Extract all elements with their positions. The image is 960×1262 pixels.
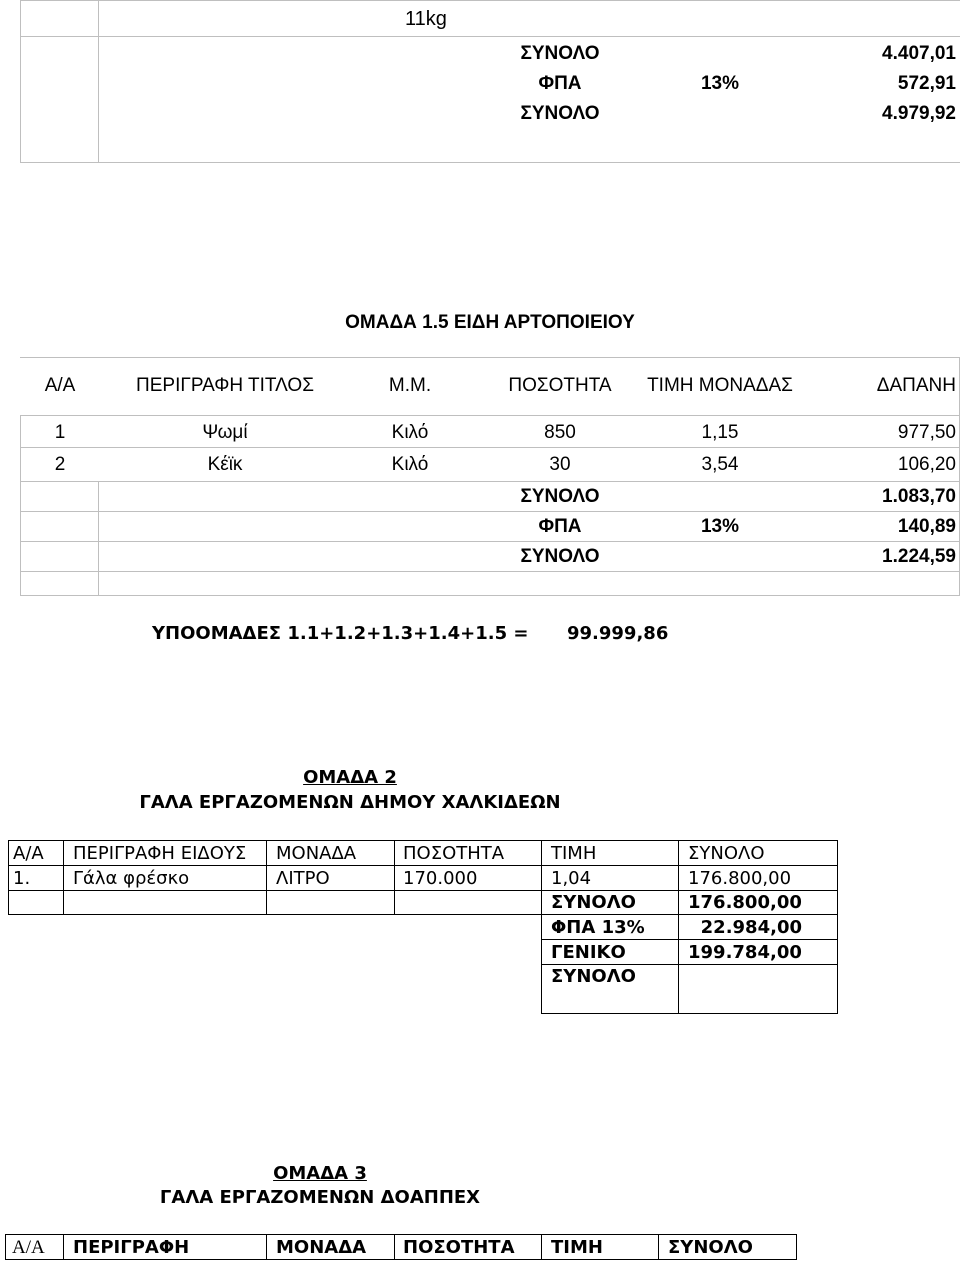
col-header-aa: Α/Α <box>44 375 76 396</box>
grand-total-value: 4.979,92 <box>882 103 956 124</box>
vat-pct: 13% <box>700 73 740 94</box>
vat-value: 22.984,00 <box>700 917 802 938</box>
col-header-total: ΣΥΝΟΛΟ <box>668 1237 753 1258</box>
col-header-unit: ΜΟΝΑΔΑ <box>276 1237 367 1258</box>
total-label: ΣΥΝΟΛΟ <box>520 486 600 507</box>
cell-description: Γάλα φρέσκο <box>73 868 190 889</box>
group-2-subtitle: ΓΑΛΑ ΕΡΓΑΖΟΜΕΝΩΝ ΔΗΜΟΥ ΧΑΛΚΙΔΕΩΝ <box>139 792 561 813</box>
total-value: 176.800,00 <box>688 892 802 913</box>
vat-pct: 13% <box>700 516 740 537</box>
group-3-subtitle: ΓΑΛΑ ΕΡΓΑΖΟΜΕΝΩΝ ΔΟΑΠΠΕΧ <box>159 1187 481 1208</box>
col-header-description: ΠΕΡΙΓΡΑΦΗ ΕΙΔΟΥΣ <box>73 843 247 864</box>
col-header-quantity: ΠΟΣΟΤΗΤΑ <box>403 843 505 864</box>
subgroups-sum-value: 99.999,86 <box>567 623 669 644</box>
grand-total-value: 1.224,59 <box>882 546 956 567</box>
cell-unit-price: 1,15 <box>701 422 739 443</box>
vat-label: ΦΠΑ <box>538 73 582 94</box>
cell-quantity: 30 <box>549 454 571 475</box>
cell-aa: 2 <box>54 454 66 475</box>
cell-total: 176.800,00 <box>688 868 792 889</box>
cell-quantity: 170.000 <box>403 868 478 889</box>
col-header-unit: Μ.Μ. <box>388 375 432 396</box>
col-header-aa: Α/Α <box>12 1237 45 1258</box>
vat-label: ΦΠΑ 13% <box>551 917 645 938</box>
col-header-description: ΠΕΡΙΓΡΑΦΗ ΤΙΤΛΟΣ <box>136 375 314 396</box>
grand-total-label: ΣΥΝΟΛΟ <box>520 103 600 124</box>
col-header-aa: Α/Α <box>13 843 44 864</box>
group-3-title: ΟΜΑΔΑ 3 <box>273 1163 367 1184</box>
cell-cost: 106,20 <box>897 454 956 475</box>
grand-total-value: 199.784,00 <box>688 942 802 963</box>
col-header-unit: ΜΟΝΑΔΑ <box>276 843 357 864</box>
col-header-total: ΣΥΝΟΛΟ <box>688 843 765 864</box>
col-header-unit-price: ΤΙΜΗ ΜΟΝΑΔΑΣ <box>647 375 793 396</box>
total-value: 4.407,01 <box>882 43 956 64</box>
cell-description: Κέϊκ <box>207 454 243 475</box>
cell-quantity: 850 <box>544 422 576 443</box>
cell-unit: ΛΙΤΡΟ <box>276 868 330 889</box>
col-header-cost: ΔΑΠΑΝΗ <box>876 375 956 396</box>
cell-cost: 977,50 <box>897 422 956 443</box>
total-label: ΣΥΝΟΛΟ <box>551 892 636 913</box>
cell-price: 1,04 <box>551 868 592 889</box>
col-header-price: ΤΙΜΗ <box>551 843 597 864</box>
cell-aa: 1. <box>13 868 31 889</box>
unit-text: 11kg <box>405 8 447 30</box>
col-header-quantity: ΠΟΣΟΤΗΤΑ <box>508 375 612 396</box>
vat-value: 572,91 <box>897 73 956 94</box>
col-header-description: ΠΕΡΙΓΡΑΦΗ <box>73 1237 190 1258</box>
cell-unit: Κιλό <box>391 454 429 475</box>
vat-label: ΦΠΑ <box>538 516 582 537</box>
total-label: ΣΥΝΟΛΟ <box>520 43 600 64</box>
cell-aa: 1 <box>54 422 66 443</box>
total-value: 1.083,70 <box>882 486 956 507</box>
grand-total-label-line2: ΣΥΝΟΛΟ <box>551 966 636 987</box>
group-2-title: ΟΜΑΔΑ 2 <box>303 767 397 788</box>
grand-total-label-line1: ΓΕΝΙΚΟ <box>551 942 626 963</box>
vat-value: 140,89 <box>897 516 956 537</box>
group-1-5-title: ΟΜΑΔΑ 1.5 ΕΙΔΗ ΑΡΤΟΠΟΙΕΙΟΥ <box>345 312 635 333</box>
col-header-price: ΤΙΜΗ <box>551 1237 603 1258</box>
cell-description: Ψωμί <box>202 422 248 443</box>
cell-unit-price: 3,54 <box>701 454 739 475</box>
subgroups-sum-label: ΥΠΟΟΜΑΔΕΣ 1.1+1.2+1.3+1.4+1.5 = <box>152 623 529 644</box>
grand-total-label: ΣΥΝΟΛΟ <box>520 546 600 567</box>
col-header-quantity: ΠΟΣΟΤΗΤΑ <box>403 1237 515 1258</box>
cell-unit: Κιλό <box>391 422 429 443</box>
